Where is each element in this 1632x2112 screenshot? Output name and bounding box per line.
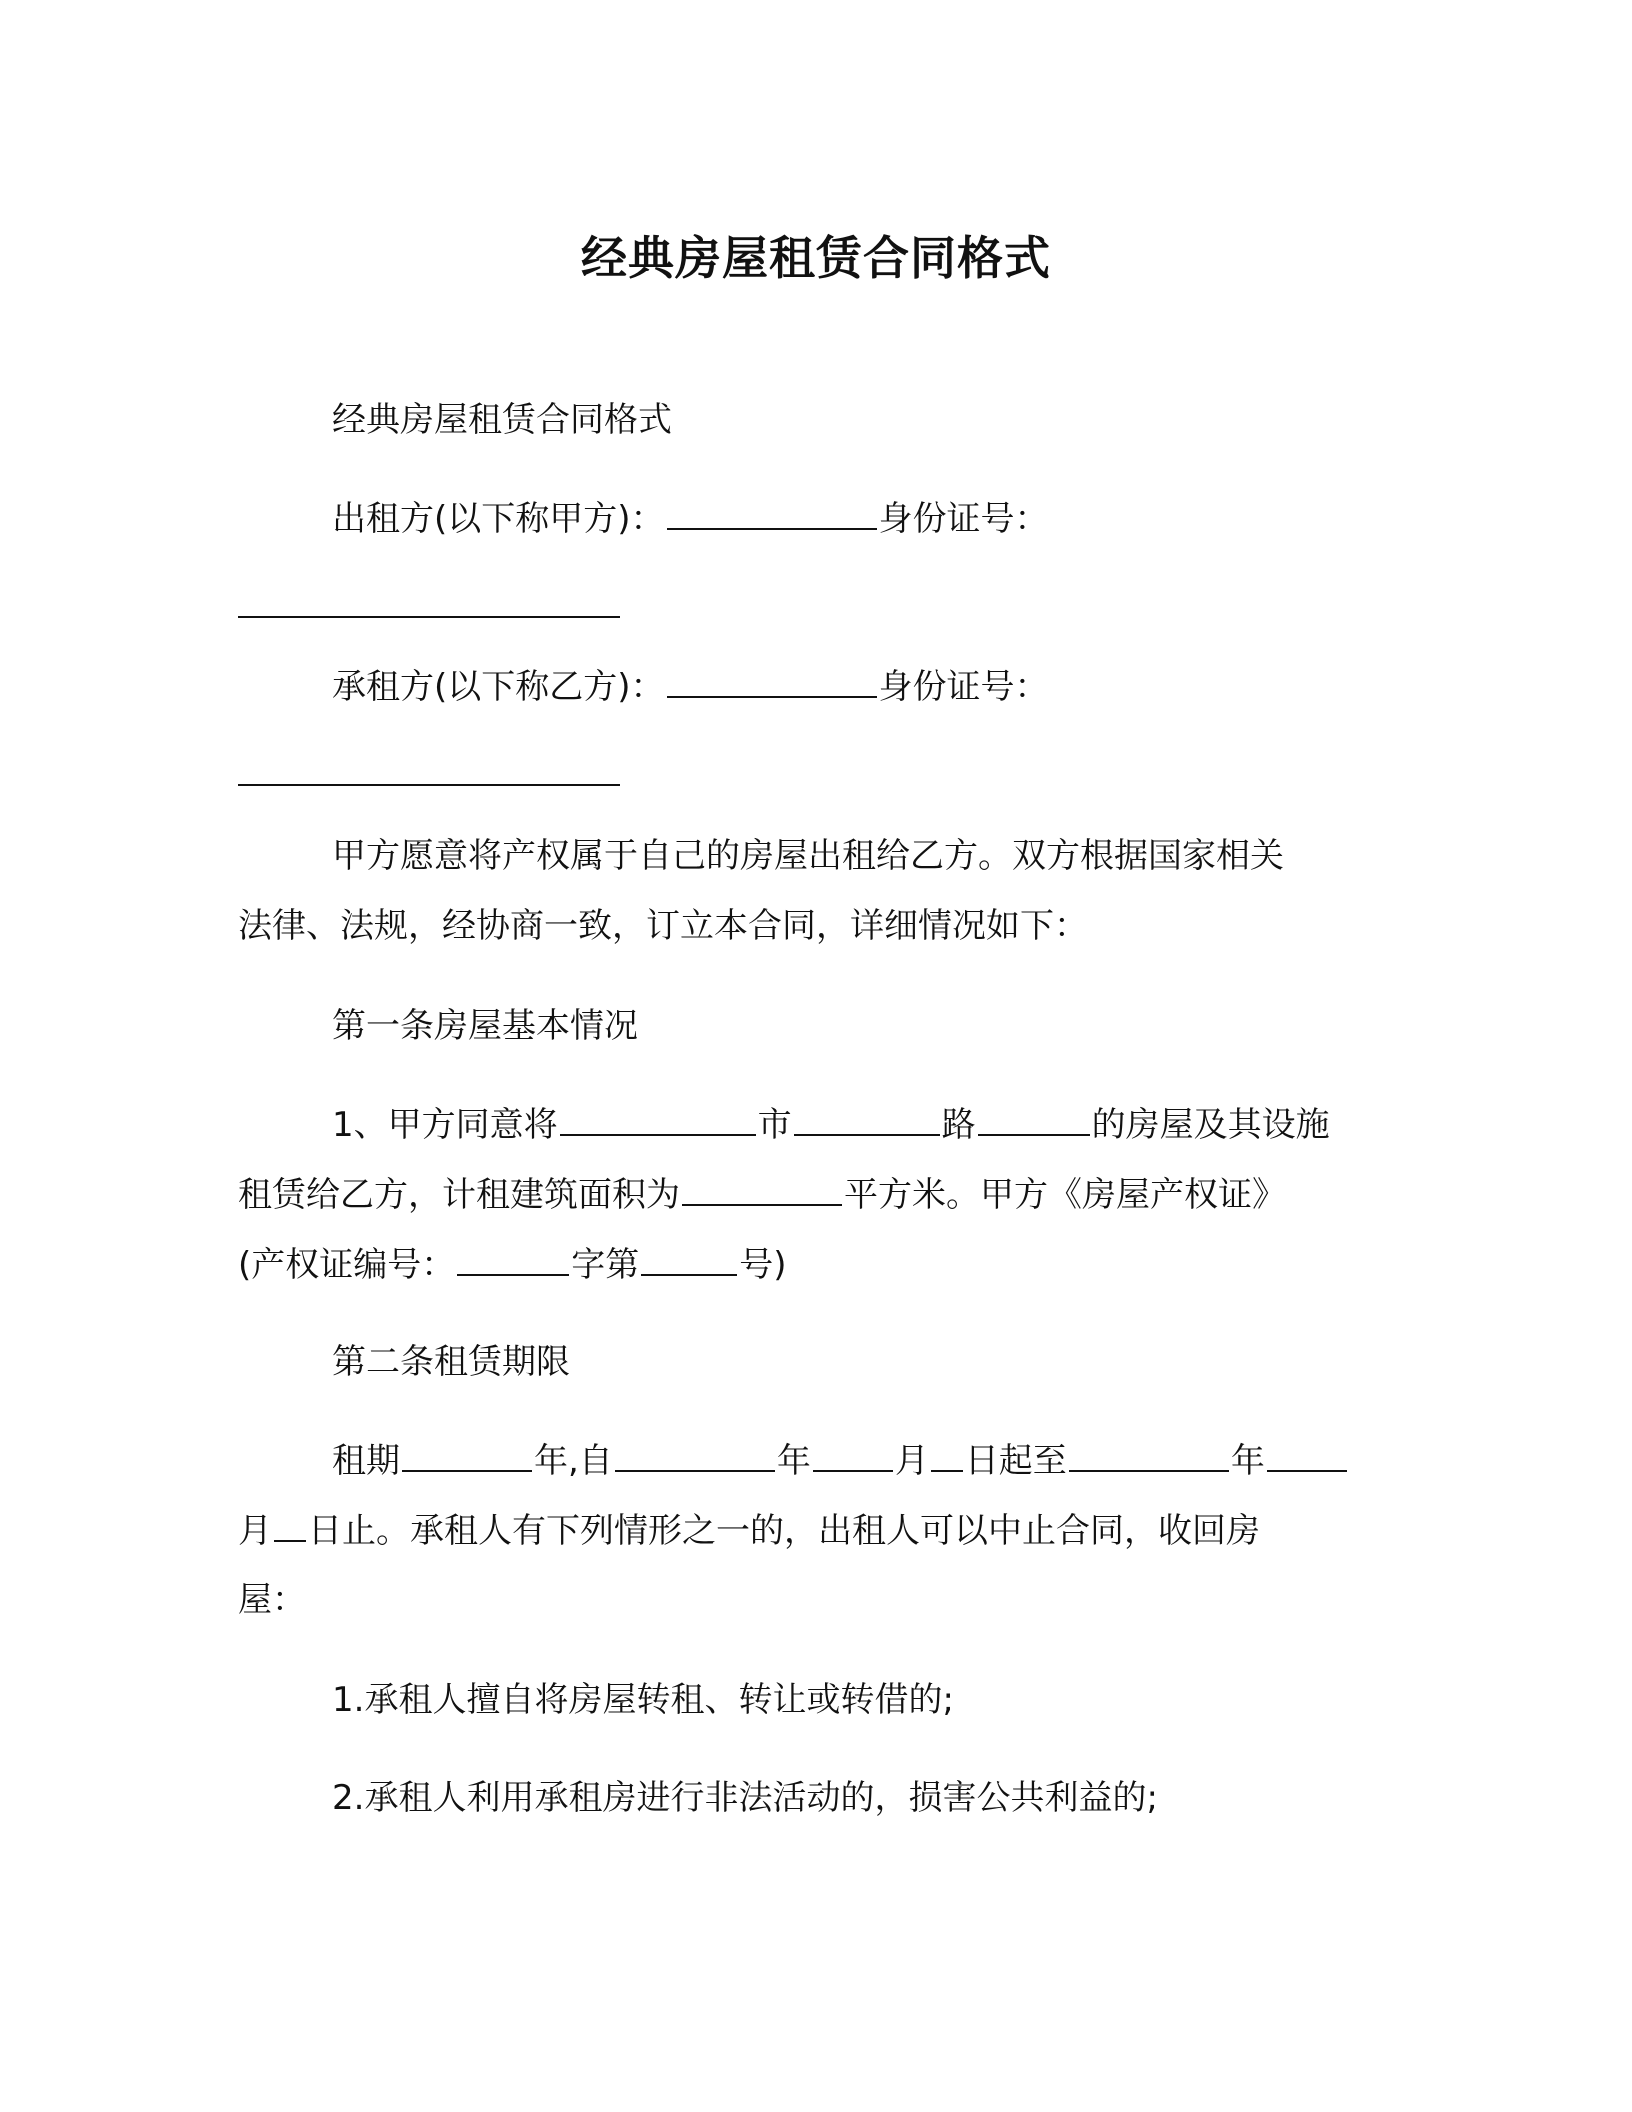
end-day-blank[interactable]	[274, 1506, 306, 1542]
article-2-text: 月	[894, 1441, 929, 1481]
article-1-text: (产权证编号：	[238, 1245, 456, 1285]
road-blank[interactable]	[794, 1100, 940, 1136]
article-1-text: 路	[941, 1105, 976, 1145]
start-day-blank[interactable]	[931, 1436, 963, 1472]
lessor-label: 出租方(以下称甲方)：	[332, 499, 665, 539]
article-1-line-1	[238, 1100, 1378, 1149]
article-1-text: 市	[757, 1105, 792, 1145]
lessee-id-line	[238, 750, 1378, 799]
article-1-line-2	[238, 1170, 1378, 1219]
article-1-heading: 第一条房屋基本情况	[332, 1006, 638, 1046]
city-blank[interactable]	[560, 1100, 756, 1136]
document-subtitle: 经典房屋租赁合同格式	[332, 400, 672, 440]
lessee-id-label: 身份证号：	[878, 667, 1049, 707]
article-1-line-3	[238, 1240, 1378, 1289]
lessor-id-label: 身份证号：	[878, 499, 1049, 539]
article-2-text: 日起至	[964, 1441, 1067, 1481]
end-month-blank[interactable]	[1267, 1436, 1347, 1472]
start-year-blank[interactable]	[615, 1436, 775, 1472]
article-2-line-1	[238, 1436, 1378, 1485]
document-title: 经典房屋租赁合同格式	[581, 231, 1051, 285]
area-blank[interactable]	[682, 1170, 842, 1206]
clause-1: 1.承租人擅自将房屋转租、转让或转借的;	[332, 1680, 954, 1720]
certificate-blank[interactable]	[457, 1240, 569, 1276]
number-blank[interactable]	[978, 1100, 1090, 1136]
article-1-text: 的房屋及其设施	[1091, 1105, 1330, 1145]
intro-line-2: 法律、法规，经协商一致，订立本合同，详细情况如下：	[238, 906, 1088, 946]
lessee-name-blank[interactable]	[667, 662, 877, 698]
certificate-number-blank[interactable]	[641, 1240, 737, 1276]
term-years-blank[interactable]	[402, 1436, 532, 1472]
lessor-line	[238, 494, 1378, 543]
article-1-text: 平方米。甲方《房屋产权证》	[844, 1175, 1286, 1215]
article-2-text: 日止。承租人有下列情形之一的，出租人可以中止合同，收回房	[308, 1511, 1260, 1551]
article-2-text: 年,自	[534, 1441, 613, 1481]
start-month-blank[interactable]	[813, 1436, 893, 1472]
article-1-text: 字第	[571, 1245, 640, 1285]
article-2-heading: 第二条租赁期限	[332, 1342, 570, 1382]
article-2-text: 租期	[332, 1441, 400, 1481]
lessee-label: 承租方(以下称乙方)：	[332, 667, 665, 707]
article-1-text: 号)	[739, 1245, 787, 1285]
article-2-text: 月	[238, 1511, 272, 1551]
lessee-line	[238, 662, 1378, 711]
article-2-line-3: 屋：	[238, 1580, 306, 1620]
intro-line-1: 甲方愿意将产权属于自己的房屋出租给乙方。双方根据国家相关	[332, 836, 1284, 876]
article-2-text: 年	[776, 1441, 811, 1481]
clause-2: 2.承租人利用承租房进行非法活动的，损害公共利益的;	[332, 1778, 1158, 1818]
lessor-id-line	[238, 582, 1378, 631]
article-2-line-2	[238, 1506, 1378, 1555]
article-1-text: 租赁给乙方，计租建筑面积为	[238, 1175, 680, 1215]
lessee-id-blank[interactable]	[238, 750, 620, 786]
end-year-blank[interactable]	[1069, 1436, 1229, 1472]
article-2-text: 年	[1230, 1441, 1265, 1481]
lessor-id-blank[interactable]	[238, 582, 620, 618]
lessor-name-blank[interactable]	[667, 494, 877, 530]
article-1-text: 1、甲方同意将	[332, 1105, 558, 1145]
